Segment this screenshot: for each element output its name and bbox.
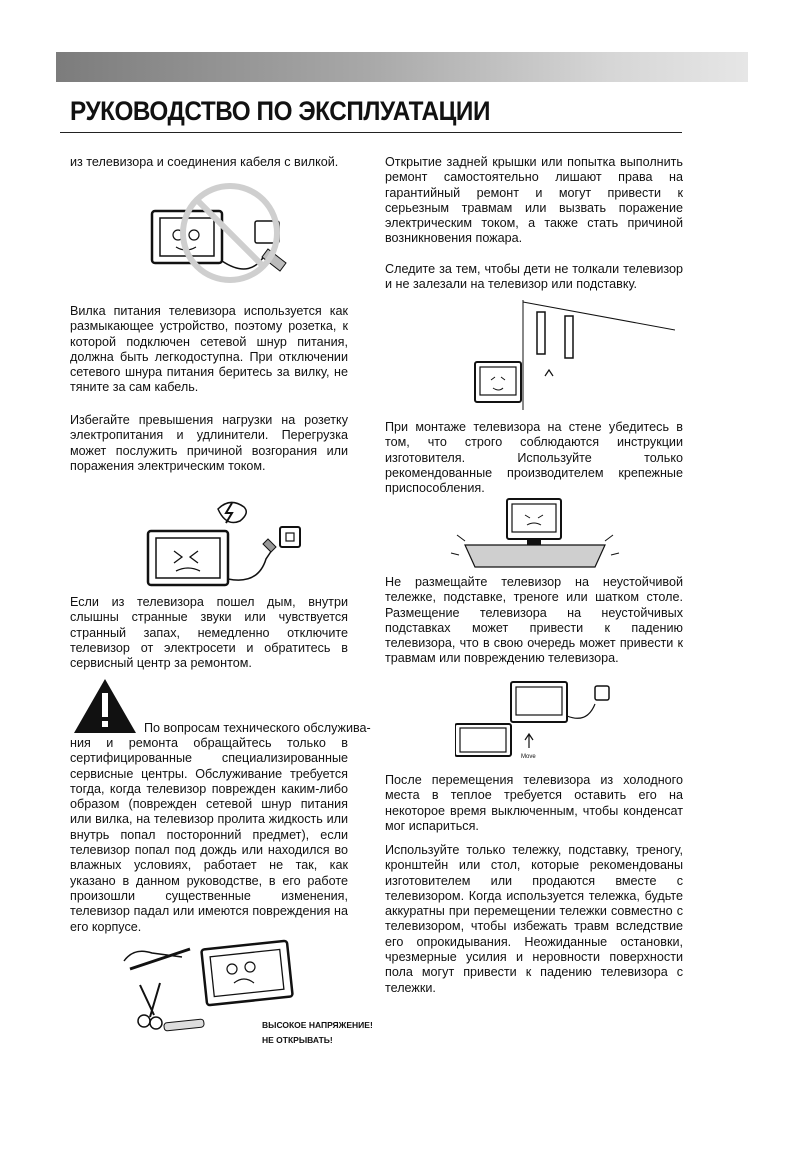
stable-table-illustration [445, 495, 625, 575]
moving-tv-illustration [455, 678, 625, 758]
right-paragraph-3: При монтаже телевизора на стене убедитесь в том, что строго соблюдаются инструкции изготовителя. Используйте только рекомендованные производителем крепежные приспособления. [385, 420, 683, 496]
left-paragraph-5b: ния и ремонта обращайтесь только в сертифицированные специализированные сервисные центры. Обслуживание требуется тогда, когда телевизор поврежден каким-либо образом (поврежден сетевой шнур питания или вилка, на телевизор пролита жидкость или внутрь попал посторонний предмет), если телевизор попал под дождь или находился во влажных условиях, работает не так, как указано в данном руководстве, в его работе произошли существенные изменения, телевизор падал или имеются повреждения на его корпусе. [70, 736, 348, 934]
wall-mount-illustration [465, 300, 675, 410]
move-label: Move [521, 754, 536, 760]
left-paragraph-5a: По вопросам технического обслужива- [144, 721, 371, 735]
right-paragraph-1: Открытие задней крышки или попытка выполнить ремонт самостоятельно лишают права на гарантийный ремонт и могут привести к серьезным травмам или вызвать поражение электрическим током, а также стать причиной возникновения пожара. [385, 155, 683, 246]
left-paragraph-4: Если из телевизора пошел дым, внутри слышны странные звуки или чувствуется странный запах, немедленно отключите телевизор от электросети и обратитесь в сервисный центр за ремонтом. [70, 595, 348, 671]
right-paragraph-5: После перемещения телевизора из холодного места в теплое требуется оставить его на некоторое время выключенным, чтобы конденсат мог испариться. [385, 773, 683, 833]
table-icon [445, 495, 625, 575]
no-pulling-cord-illustration [140, 183, 320, 283]
overload-illustration [140, 497, 310, 589]
header-bar [56, 52, 748, 82]
right-column [385, 155, 683, 1115]
left-paragraph-1: из телевизора и соединения кабеля с вилкой. [70, 155, 339, 169]
no-symbol-icon [140, 183, 320, 283]
page-title: РУКОВОДСТВО ПО ЭКСПЛУАТАЦИИ [70, 96, 490, 126]
right-paragraph-2: Следите за тем, чтобы дети не толкали телевизор и не залезали на телевизор или подставку. [385, 262, 683, 292]
tv-icon [455, 678, 625, 758]
left-paragraph-2: Вилка питания телевизора используется как размыкающее устройство, поэтому розетка, к которой подключен сетевой шнур питания, должна быть легкодоступна. При отключении сетевого шнура питания беритесь за вилку, не тяните за сам кабель. [70, 304, 348, 395]
lightning-icon [140, 497, 310, 589]
wall-bracket-icon [465, 300, 675, 410]
left-paragraph-3: Избегайте превышения нагрузки на розетку электропитания и удлинители. Перегрузка может послужить причиной возгорания или поражения электрическим током. [70, 413, 348, 473]
warning-caption-2: НЕ ОТКРЫВАТЬ! [262, 1035, 333, 1045]
title-rule [60, 132, 682, 133]
warning-caption-1: ВЫСОКОЕ НАПРЯЖЕНИЕ! [262, 1020, 373, 1030]
left-column [70, 155, 373, 1115]
warning-triangle-icon [72, 677, 138, 735]
right-paragraph-6: Используйте только тележку, подставку, треногу, кронштейн или стол, которые рекомендованы изготовителем или продаются вместе с телевизором. Когда используется тележка, будьте аккуратны при перемещении тележки совместно с телевизором, чтобы избежать травм вследствие его опрокидывания. Неожиданные остановки, чрезмерные усилия и неровности поверхности пола могут привести к падению телевизора с тележки. [385, 843, 683, 995]
right-paragraph-4: Не размещайте телевизор на неустойчивой тележке, подставке, треноге или шатком столе. Размещение телевизора на неустойчивых подставках может привести к падению телевизора, что в свою очередь может привести к травмам или повреждению телевизора. [385, 575, 683, 666]
